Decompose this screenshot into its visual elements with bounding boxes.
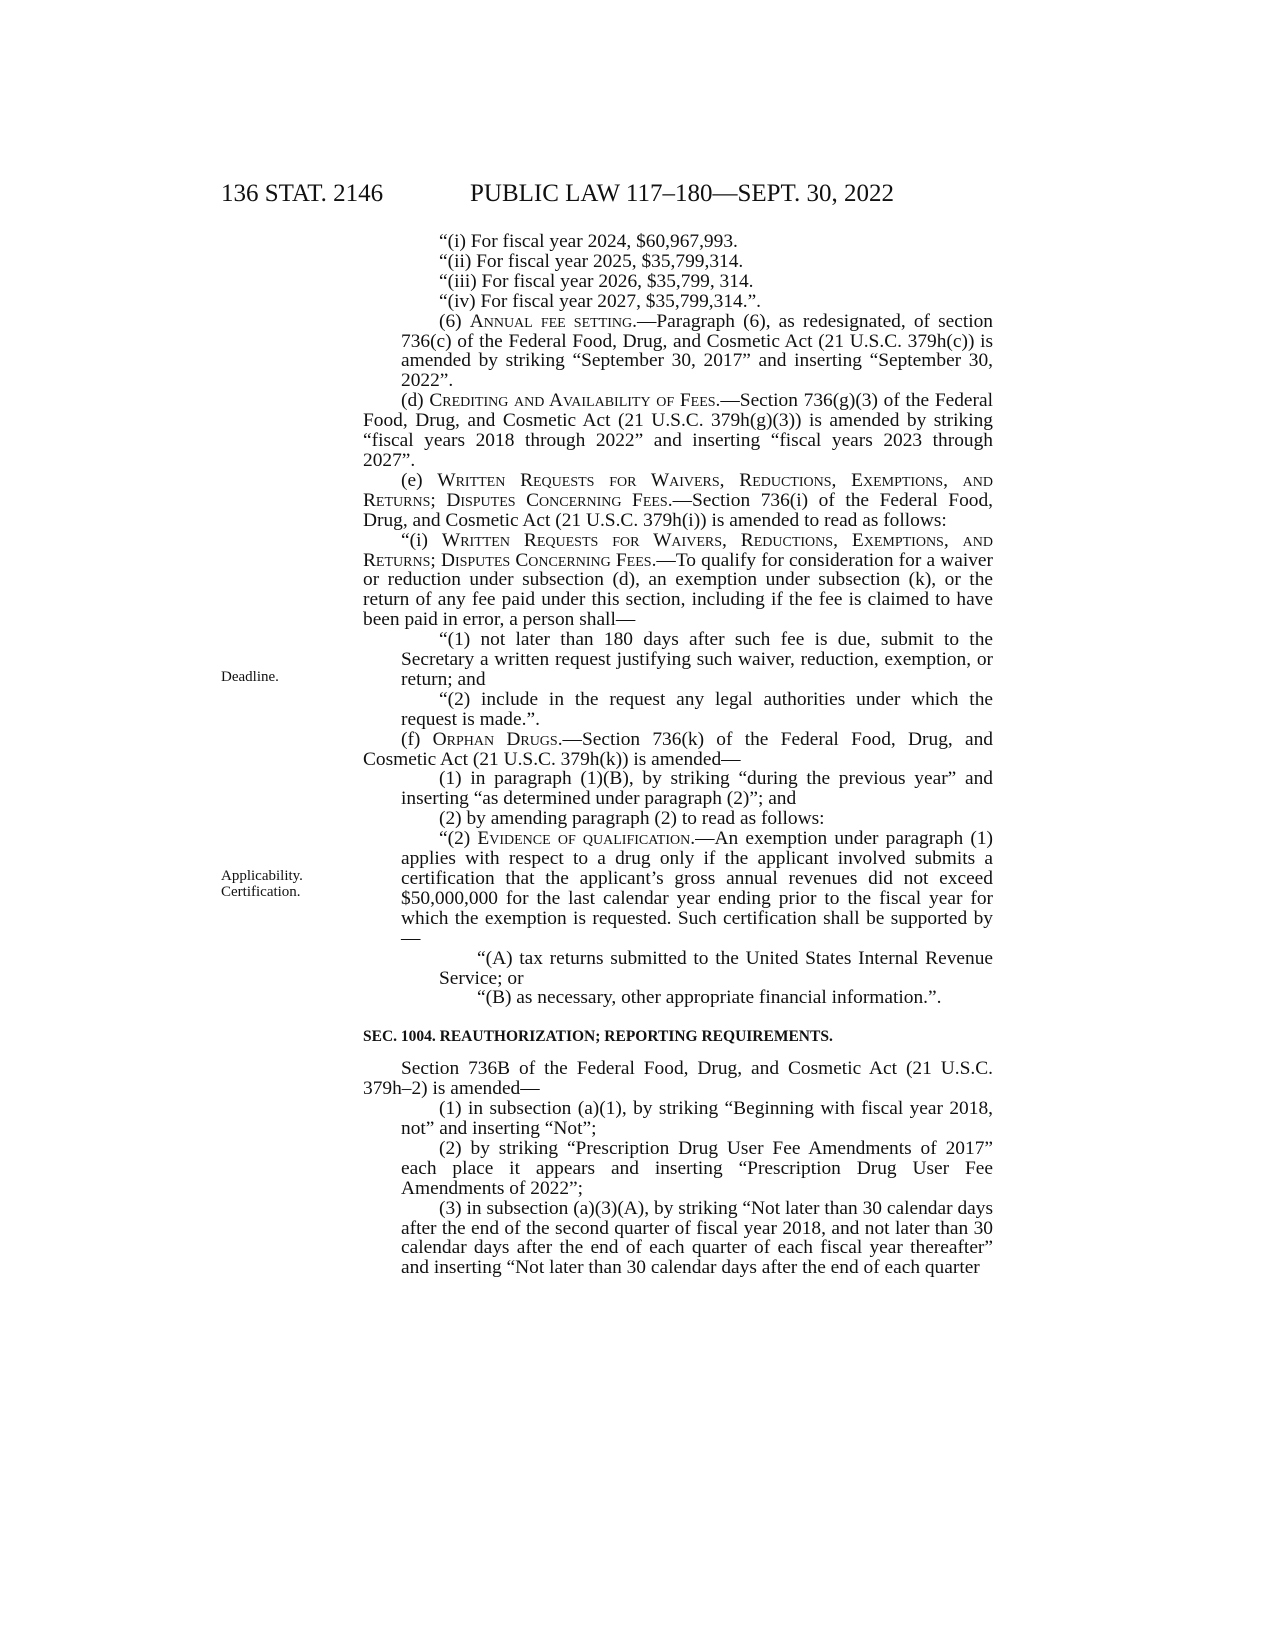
paragraph-heading: Annual fee setting [469,310,633,332]
paragraph-heading: Crediting and Availability of Fees [429,390,716,412]
paragraph-orphan-drugs [363,730,993,770]
paragraph: Section 736B of the Federal Food, Drug, and Cosmetic Act (21 U.S.C. 379h–2) is amended— [363,1058,993,1100]
paragraph-text: .—To qualify for consideration for a waiver or reduction under subsection (d), an exemption under subsection (k), or the return of any fee paid under this section, including if the fee is claimed to have been paid in error, a person shall— [363,549,993,631]
paragraph-text: .—An exemption under paragraph (1) applies with respect to a drug only if the applicant involved submits a certification that the applicant’s gross annual revenues did not exceed $50,000,000 for the last calendar year ending prior to the fiscal year for which the exemption is requested. Such certification shall be supported by— [401,828,993,949]
paragraph-text: .—Section 736(i) of the Federal Food, Drug, and Cosmetic Act (21 U.S.C. 379h(i)) is amended to read as follows: [363,489,993,531]
paragraph: (1) in subsection (a)(1), by striking “Beginning with fiscal year 2018, not” and inserting “Not”; [401,1098,993,1139]
document-body [363,232,993,1278]
margin-note-certification: Certification. [221,884,301,900]
paragraph-number: (6) [439,310,470,332]
page-header [0,180,1275,220]
paragraph-number: “(i) [401,529,442,551]
paragraph-heading: Written Requests for Waivers, Reductions, Exemptions, and Returns; Disputes Concerning Fees [363,469,993,511]
paragraph-annual-fee-setting [363,312,993,392]
paragraph-text: .—Paragraph (6), as redesignated, of section 736(c) of the Federal Food, Drug, and Cosmetic Act (21 U.S.C. 379h(c)) is amended by striking “September 30, 2017” and inserting “September 30, 2022”. [401,310,994,392]
paragraph-number: (e) [401,469,438,491]
paragraph: “(2) include in the request any legal authorities under which the request is made.”. [401,688,993,730]
section-heading: SEC. 1004. REAUTHORIZATION; REPORTING REQUIREMENTS. [363,1028,833,1046]
paragraph: “(A) tax returns submitted to the United States Internal Revenue Service; or [439,947,993,989]
paragraph-heading: Written Requests for Waivers, Reductions, Exemptions, and Returns; Disputes Concerning Fees [363,529,993,571]
margin-note-applicability: Applicability. [221,868,303,884]
paragraph: “(iv) For fiscal year 2027, $35,799,314.”. [439,290,762,312]
paragraph-number: (f) [401,728,433,750]
paragraph-heading: Orphan Drugs [432,728,558,750]
paragraph-written-requests-amended [363,531,993,631]
paragraph: (2) by amending paragraph (2) to read as follows: [439,808,825,830]
paragraph: “(1) not later than 180 days after such fee is due, submit to the Secretary a written request justifying such waiver, reduction, exemption, or return; and [401,629,993,690]
paragraph-heading: Evidence of qualification [477,828,691,850]
paragraph: “(i) For fiscal year 2024, $60,967,993. [439,231,738,252]
paragraph-number: “(2) [439,828,478,850]
paragraph: “(B) as necessary, other appropriate financial information.”. [477,987,942,1009]
paragraph-text: .—Section 736(g)(3) of the Federal Food, Drug, and Cosmetic Act (21 U.S.C. 379h(g)(3)) is amended by striking “fiscal years 2018 through 2022” and inserting “fiscal years 2023 through 2027”. [363,390,993,471]
paragraph: (1) in paragraph (1)(B), by striking “during the previous year” and inserting “as determined under paragraph (2)”; and [401,768,993,810]
public-law-title: PUBLIC LAW 117–180—SEPT. 30, 2022 [470,180,894,207]
paragraph-evidence-of-qualification [363,829,993,948]
paragraph-written-requests [363,471,993,531]
paragraph: (2) by striking “Prescription Drug User Fee Amendments of 2017” each place it appears and inserting “Prescription Drug User Fee Amendments of 2022”; [401,1137,993,1199]
paragraph-number: (d) [401,390,430,412]
paragraph: “(iii) For fiscal year 2026, $35,799, 314. [439,270,754,292]
margin-note-deadline: Deadline. [221,669,279,685]
paragraph: “(ii) For fiscal year 2025, $35,799,314. [439,250,744,272]
paragraph-text: .—Section 736(k) of the Federal Food, Drug, and Cosmetic Act (21 U.S.C. 379h(k)) is amended— [363,728,993,770]
paragraph: (3) in subsection (a)(3)(A), by striking “Not later than 30 calendar days after the end of the second quarter of fiscal year 2018, and not later than 30 calendar days after the end of each quarter of each fiscal year thereafter” and inserting “Not later than 30 calendar days after the end of each quarter [401,1197,993,1279]
paragraph-crediting-fees [363,391,993,471]
statute-page-number: 136 STAT. 2146 [221,180,384,207]
